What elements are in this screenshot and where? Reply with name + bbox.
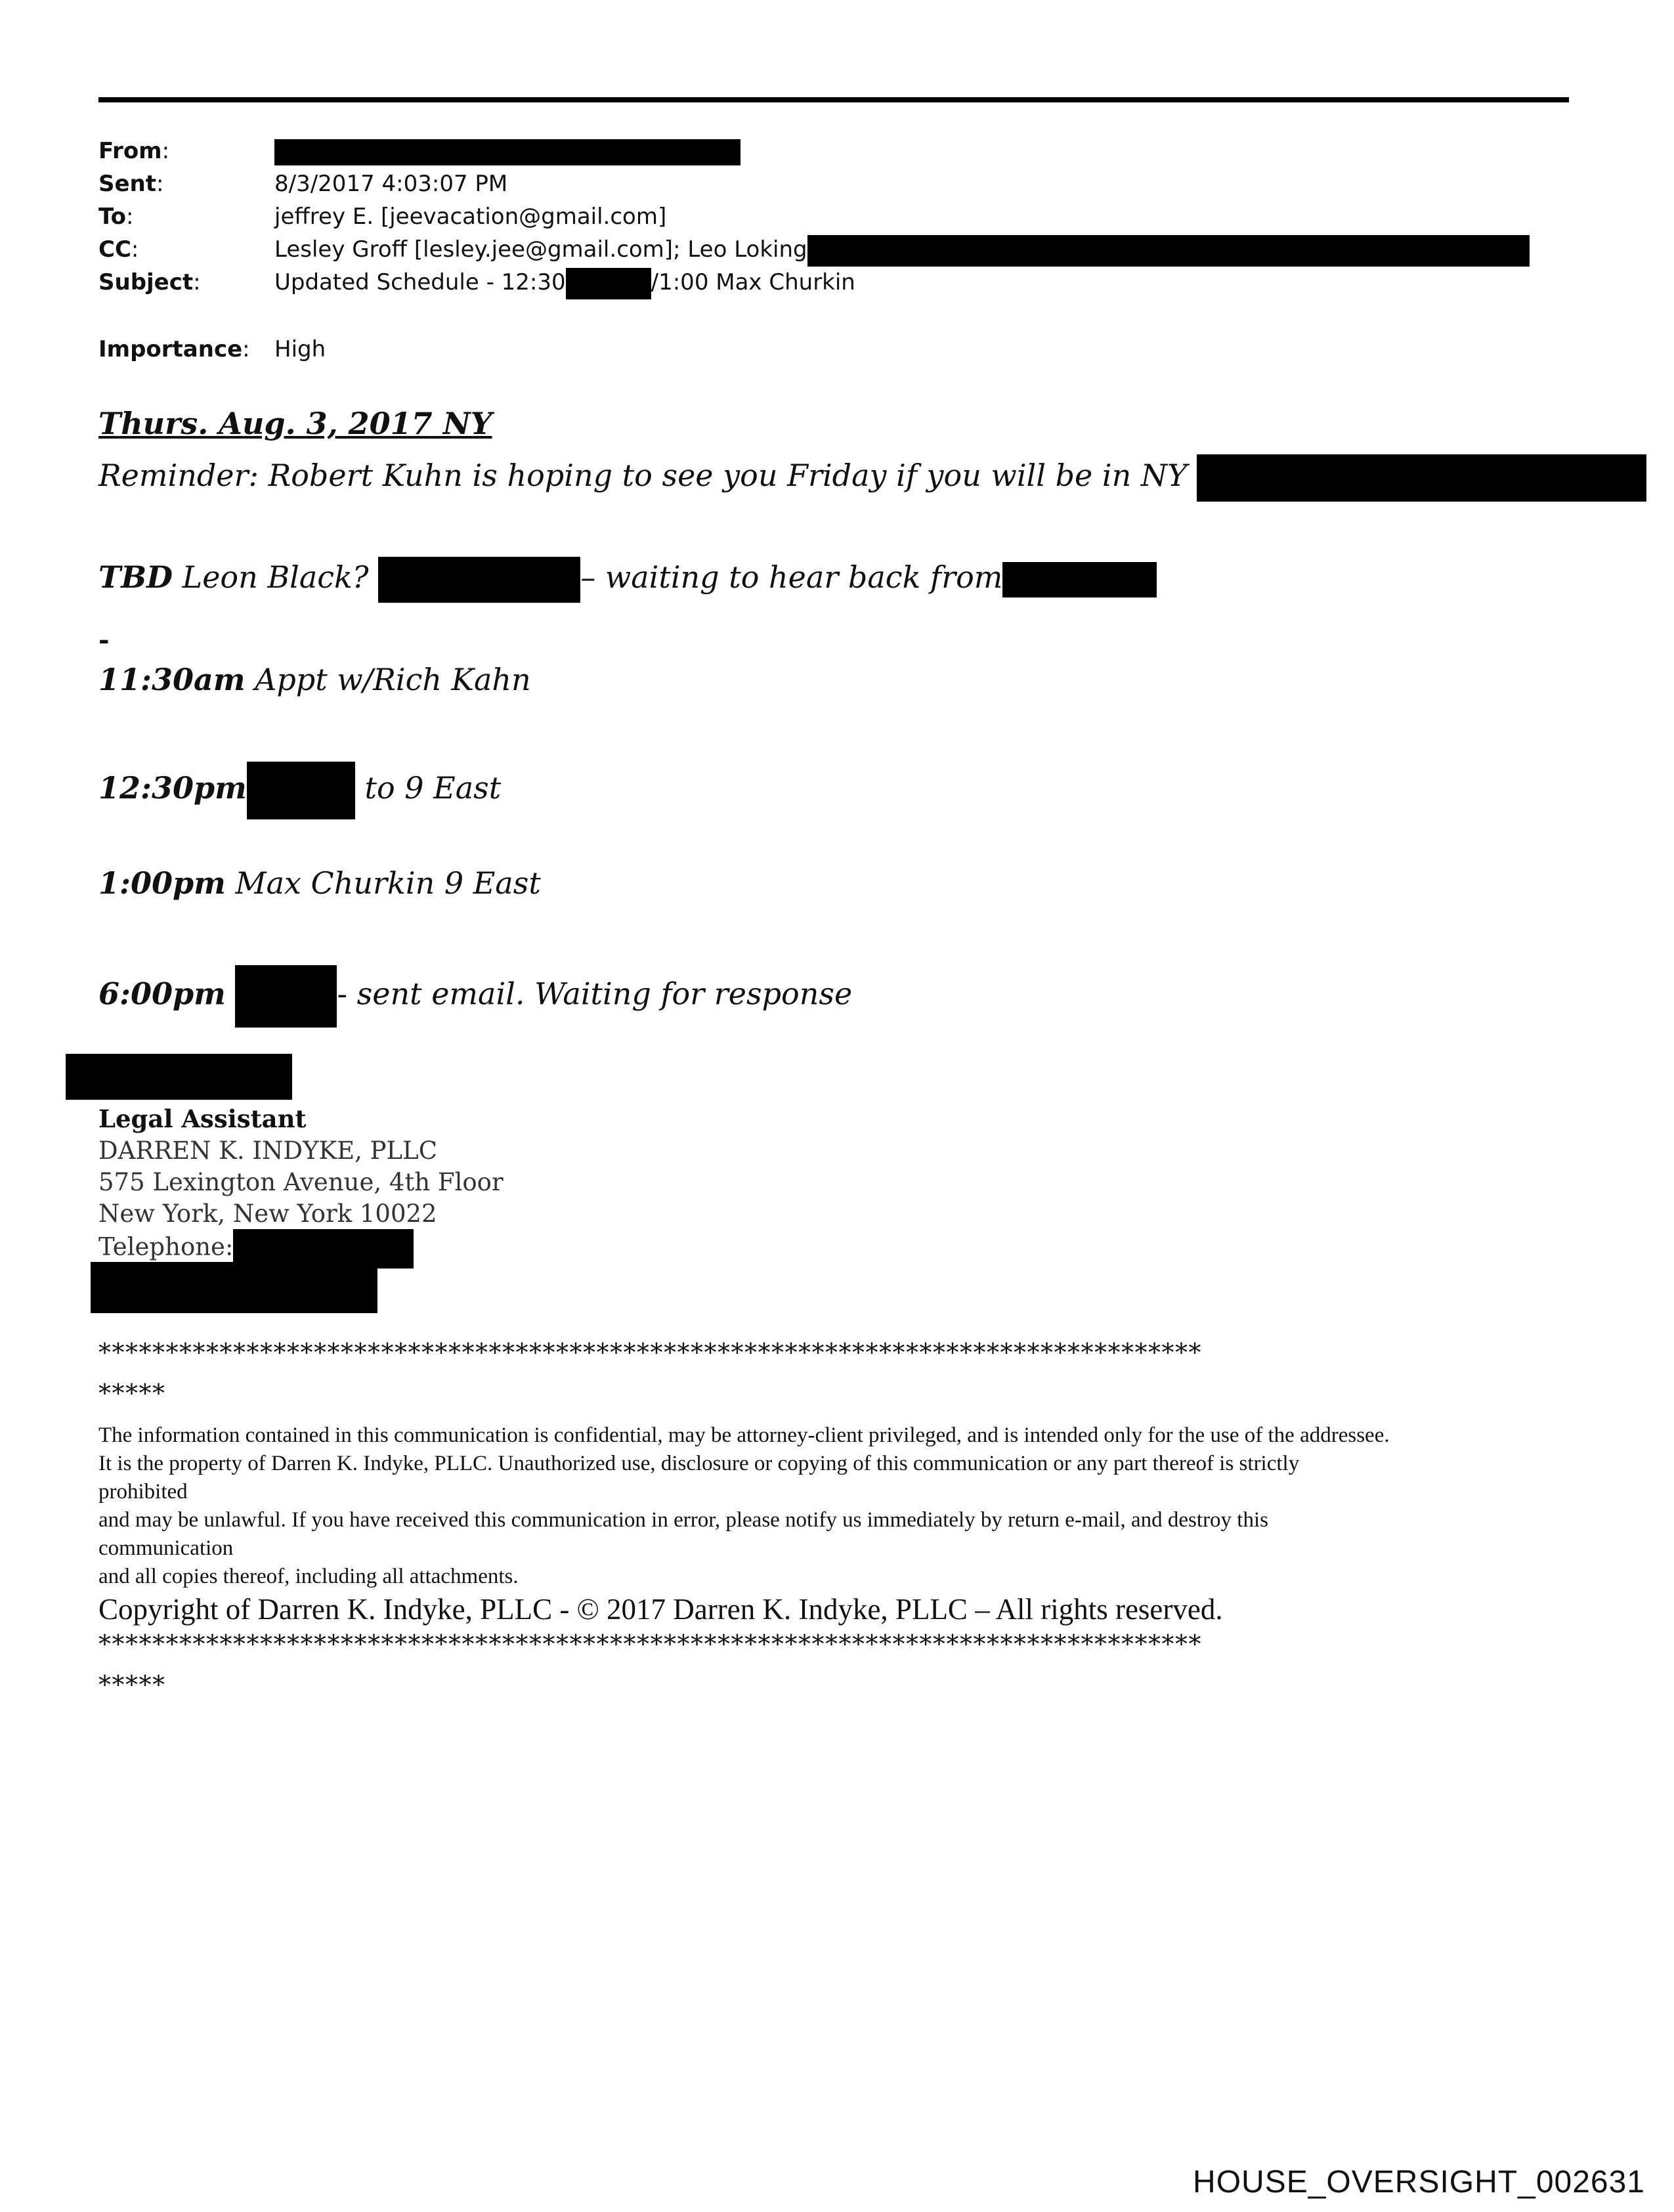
schedule-time: 6:00pm: [98, 976, 226, 1012]
telephone-label: Telephone:: [98, 1232, 234, 1261]
redaction-box: [378, 557, 580, 603]
schedule-text: Appt w/Rich Kahn: [255, 662, 531, 697]
schedule-text: to 9 East: [364, 770, 502, 806]
bates-number: HOUSE_OVERSIGHT_002631: [1193, 2165, 1645, 2200]
cc-value: Lesley Groff [lesley.jee@gmail.com]; Leo Loking: [274, 236, 807, 263]
redaction-box: [807, 235, 1530, 267]
header-rule: [98, 97, 1569, 102]
redaction-box: [247, 762, 355, 819]
schedule-reminder: Reminder: Robert Kuhn is hoping to see you Friday if you will be in NY: [98, 454, 1646, 502]
redaction-box: [1002, 562, 1157, 597]
signature-firm: DARREN K. INDYKE, PLLC: [98, 1137, 438, 1165]
schedule-tbd: [98, 557, 1157, 603]
schedule-time: 12:30pm: [98, 770, 247, 806]
cc-label: CC: [98, 236, 131, 263]
schedule-date: Thurs. Aug. 3, 2017 NY: [98, 406, 492, 441]
signature-title: Legal Assistant: [98, 1104, 307, 1133]
tbd-text: Leon Black?: [182, 559, 369, 595]
copyright-line: Copyright of Darren K. Indyke, PLLC - © 2017 Darren K. Indyke, PLLC – All rights reserved.: [98, 1593, 1223, 1626]
redaction-box: [274, 139, 740, 165]
separator-stars-short: *****: [98, 1379, 166, 1408]
to-value: jeffrey E. [jeevacation@gmail.com]: [274, 204, 667, 230]
schedule-text: Max Churkin 9 East: [235, 865, 541, 901]
schedule-time: 1:00pm: [98, 865, 226, 901]
schedule-text: - sent email. Waiting for response: [337, 976, 853, 1012]
from-label: From: [98, 138, 162, 164]
signature-address-line-2: New York, New York 10022: [98, 1200, 437, 1228]
schedule-time: 11:30am: [98, 662, 246, 697]
importance-label: Importance: [98, 336, 243, 362]
schedule-item: [98, 863, 541, 903]
schedule-item: [98, 762, 501, 819]
separator-stars-short: *****: [98, 1670, 166, 1699]
to-label: To: [98, 204, 127, 230]
disclaimer-line: prohibited: [98, 1480, 188, 1504]
redaction-box: [1197, 454, 1646, 502]
schedule-item: [98, 660, 531, 699]
separator-stars: **********************************************************************************: [98, 1338, 1202, 1367]
importance-value: High: [274, 336, 326, 362]
sent-label: Sent: [98, 171, 157, 197]
disclaimer-line: The information contained in this communication is confidential, may be attorney-client privileged, and is intended only for the use of the addressee.: [98, 1423, 1390, 1447]
subject-value-part1: Updated Schedule - 12:30: [274, 269, 566, 295]
schedule-item: [98, 965, 852, 1028]
disclaimer-line: communication: [98, 1536, 234, 1560]
disclaimer-line: and may be unlawful. If you have received this communication in error, please notify us immediately by return e-mail, and destroy this: [98, 1508, 1268, 1532]
tbd-label: TBD: [98, 559, 173, 595]
signature-address-line-1: 575 Lexington Avenue, 4th Floor: [98, 1168, 504, 1196]
redaction-box: [66, 1054, 292, 1100]
subject-label: Subject: [98, 269, 194, 295]
confidentiality-disclaimer: [98, 1421, 1576, 1591]
redaction-box: [91, 1262, 377, 1313]
subject-value-part2: /1:00 Max Churkin: [651, 269, 855, 295]
redaction-box: [566, 268, 651, 299]
disclaimer-line: and all copies thereof, including all attachments.: [98, 1565, 519, 1588]
disclaimer-line: It is the property of Darren K. Indyke, PLLC. Unauthorized use, disclosure or copying of this communication or any part thereof is strictly: [98, 1452, 1300, 1475]
document-page: From: Sent: 8/3/2017 4:03:07 PM To: jeffrey E. [jeevacation@gmail.com] CC: Lesley Groff [lesley.jee@gmail.com]; Leo Loking Subject: Updated Schedule - 12:30 /1:00 Max Churkin Importance: High Thurs. Aug. 3, 2017 NY Reminder: Robert Kuhn is hoping to see you Friday if you will be in NY TBD Leon Black? – waiting to hear back from - 11:30am Appt w/Rich Kahn 12:30pm to 9 East 1:00pm Max Churkin 9 East 6:00pm - sent email. Waiting for response Legal Assistant DARREN K. INDYKE, PLLC 575 Lexington Avenue, 4th Floor New York, New York 10022 Telephone: ********************************************************************************** ***** The information contained in this communication is confidential, may be attorney-client privileged, and is intended only for the use of the addressee. It is the property of Darren K. Indyke, PLLC. Unauthorized use, disclosure or copying of this communication or any part thereof is strictly prohibited and may be unlawful. If you have received this communication in error, please notify us immediately by return e-mail, and destroy this communication and all copies thereof, including all attachments. Copyright of Darren K. Indyke, PLLC - © 2017 Darren K. Indyke, PLLC – All rights reserved. ********************************************************************************** ***** HOUSE_OVERSIGHT_002631: [0, 0, 1674, 2212]
tbd-text-2: – waiting to hear back from: [580, 559, 1003, 595]
schedule-dash: -: [98, 624, 110, 655]
separator-stars: **********************************************************************************: [98, 1630, 1202, 1659]
redaction-box: [235, 965, 337, 1028]
sent-value: 8/3/2017 4:03:07 PM: [274, 171, 508, 197]
